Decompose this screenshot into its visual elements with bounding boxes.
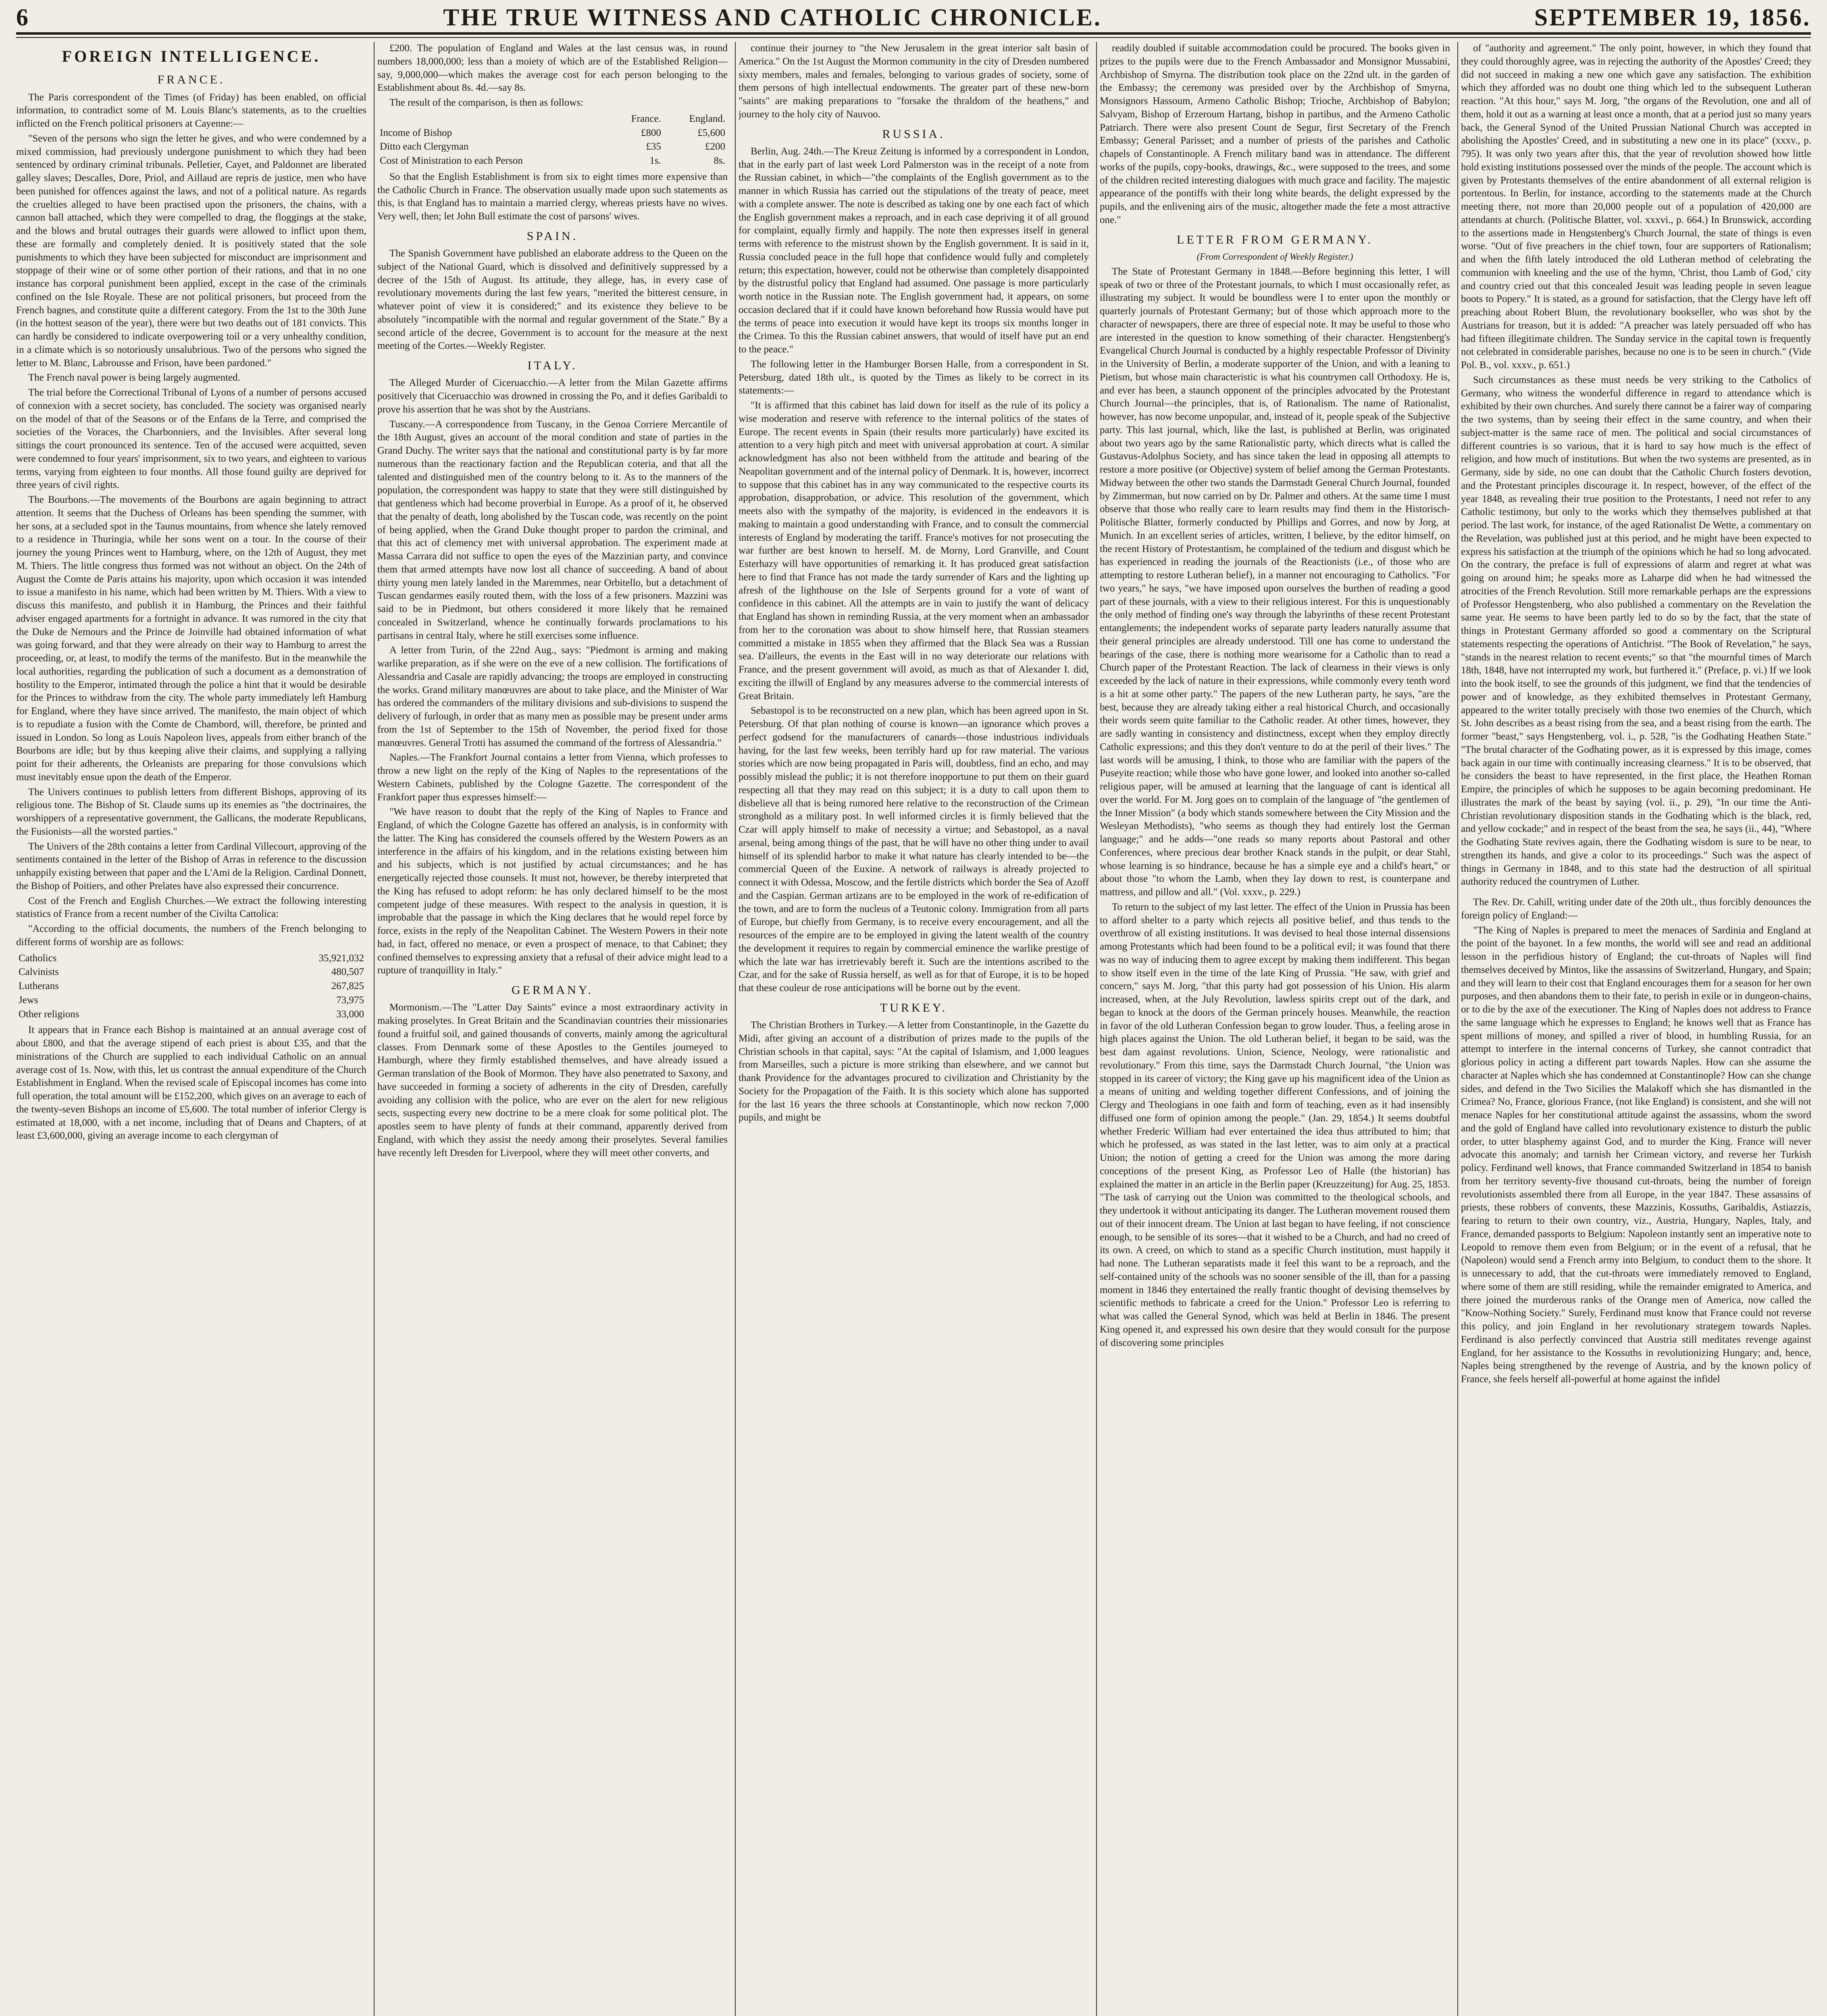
column-divider (1457, 42, 1458, 2016)
article-paragraph: The Bourbons.—The movements of the Bourbons are again beginning to attract attention. It seems that the Duchess of Orleans has been spending the summer, with her sons, at a secluded spot in the Taunus mountains, from whence she lately removed to a residence in Thuringia, while her sons went on a tour. In the course of their journey the young Princes went to Hamburg, where, on the 12th of August, they met M. Thiers. The little congress thus formed was not without an object. On the 24th of August the Comte de Paris attains his majority, upon which occasion it was intended to issue a manifesto in his name, which had been written by M. Thiers. With a view to discuss this manifesto, and publish it in Hamburg, the Princes and their faithful adviser engaged apartments for a fortnight in advance. It was rumored in the city that the Duke de Nemours and the Prince de Joinville had obtained information of what was going forward, and that they were already on their way to Hamburg to arrest the proceeding, or, at least, to modify the terms of the manifesto. But in the meanwhile the local authorities, regarding the publication of such a document as a demonstration of hostility to the Emperor, intimated through the police a hint that it would be desirable for the Princes to withdraw from the city. The whole party immediately left Hamburg for England, where they have since arrived. The manifesto, the main object of which is to repudiate a fusion with the Comte de Chambord, will, therefore, be printed and issued in London. So long as Louis Napoleon lives, appeals from either branch of the Bourbons are idle; but by thus keeping alive their claims, and supplying a rallying point for their adherents, the Orleanists are preparing for those convulsions which must inevitably ensue upon the death of the Emperor. (16, 494, 366, 783)
table-cell-label: Lutherans (19, 981, 59, 992)
table-cell-value: 73,975 (336, 994, 364, 1006)
article-paragraph: It appears that in France each Bishop is maintained at an annual average cost of about £800, and that the average stipend of each priest is about £35, and that the ministrations of the Church are supplied to each individual Catholic on an annual average cost of 1s. Now, with this, let us contrast the annual expenditure of the Church Establishment in England. When the revised scale of Episcopal incomes has come into full operation, the total amount will be £152,200, which gives on an average to each of the twenty-seven Bishops an income of £5,600. The total number of inferior Clergy is estimated at 18,000, with a net income, including that of Deans and Chapters, of at least £3,600,000, giving an average income to each clergyman of (16, 1025, 366, 1141)
table-cell-label: Catholics (19, 952, 57, 964)
article-paragraph: To return to the subject of my last letter. The effect of the Union in Prussia has been to afford shelter to a party which rejects all positive belief, and thus tends to the overthrow of all existing institutions. It was devised to heal those internal dissensions among Protestants which had been found to be a political evil; it was found that there was no way of inducing them to agree except by making them indifferent. This began to show itself even in the time of the late King of Prussia. "He saw, with grief and concern," says M. Jorg, "that this party had got possession of his Union. His alarm increased, when, at the July Revolution, lawless spirits crept out of the dark, and began to knock at the doors of the German princely houses. Meanwhile, the reaction in favor of the old Lutheran Confession began to grow louder. Thus, a feeling arose in high places against the Union. The old Lutheran belief, it began to be said, was the best dam against revolutions. Union, Science, Neology, were rationalistic and revolutionary." From this time, says the Darmstadt Church Journal, "the Union was stopped in its career of victory; the King gave up his magnificent idea of the Union as a means of uniting and welding together different Confessions, and of joining the Clergy and Theologians in one faith and form of teaching, even as it had insensibly diffused one form of opinion among the people." (Jan. 29, 1854.) It seems doubtful whether Frederic William had ever entertained the idea thus attributed to him; that which he professed, as was stated in the last letter, was to aim only at a practical Union; the notion of getting a creed for the Union was among the more daring conceptions of the present King, as Professor Leo of Halle (the historian) has explained the matter in an article in the Berlin paper (Kreuzzeitung) for Aug. 25, 1853. "The task of carrying out the Union was committed to the theological schools, and they undertook it without anticipating its danger. The Lutheran movement roused them out of their innocent dream. The Union at last began to have feeling, if not conscience enough, to be sensible of its sores—that it wished to be a Church, and had no creed of its own. A creed, on which to stand as a specific Church institution, must happily it had none. The Lutheran separatists made it feel this want to be a reproach, and the self-contained unity of the schools was no sooner sensible of the ill, than for a passing moment in 1846 they entertained the really frantic thought of devising themselves by scientific methods to fabricate a creed for the Union." Professor Leo is referring to what was called the General Synod, which was held at Berlin in 1846. The present King opened it, and expressed his own desire that they would consult for the purpose of discovering some principles (1100, 901, 1450, 1348)
table-cell-value: 33,000 (336, 1008, 364, 1020)
heading-italy: ITALY. (527, 359, 578, 373)
article-paragraph: The Univers of the 28th contains a letter from Cardinal Villecourt, approving of the sentiments contained in the letter of the Bishop of Arras in reference to the discussion unhappily existing between that paper and the L'Ami de la Religion. Cardinal Donnett, the Bishop of Poitiers, and other Prelates have also expressed their concurrence. (16, 841, 366, 891)
table-cell-value: 35,921,032 (318, 952, 364, 964)
article-paragraph: Naples.—The Frankfort Journal contains a letter from Vienna, which professes to throw a new light on the reply of the King of Naples to the representations of the Western Cabinets, published by the Cologne Gazette. The correspondent of the Frankfort paper thus expresses himself:— (377, 752, 728, 803)
table-row (377, 154, 728, 168)
article-paragraph: of "authority and agreement." The only point, however, in which they found that they could thoroughly agree, was in rejecting the authority of the Apostles' Creed; they did not succeed in making a new one which gave any satisfaction. The exhibition which they afforded was no doubt one thing which led to the subsequent Lutheran reaction. "At this hour," says M. Jorg, "the organs of the Revolution, one and all of them, hold it out as a warning at least once a month, that at a period just so many years back, the General Synod of the United Prussian National Church was accepted in abolishing the Apostles' Creed, and in substituting a new one in its place" (xxxv., p. 795). It was only two years after this, that the year of revolution showed how little hold existing institutions possessed over the minds of the people. The account which is given by Protestants themselves of the entire abandonment of all external religion is portentous. In Berlin, for instance, according to the statements made at the Church meeting there, not more than 20,000 people out of a population of 420,000 are attendants at church. (Politische Blatter, vol. xxxvi., p. 664.) In Brunswick, according to the assertions made in Hengstenberg's Church Journal, the state of things is even worse. "Out of five preachers in the chief town, four are supporters of Rationalism; and when the fifth lately introduced the old Lutheran method of celebrating the communion with kneeling and the use of the hymn, 'Christ, thou Lamb of God,' city and country cried out that this concealed Jesuit was leading people in seven league boots to Popery." It is stated, as a ground for satisfaction, that the Clergy have left off preaching about Robert Blum, the revolutionary bookseller, who was shot by the Austrians for treason, but it is added: "A preacher was lately persuaded off who has had fifteen illegitimate children. The Sunday service in the capital town is frequently not celebrated in considerable parishes, because no one is to be seen in church." (Vide Pol. B., vol. xxxv., p. 651.) (1461, 43, 1811, 371)
table-row (377, 126, 728, 140)
article-paragraph: continue their journey to "the New Jerusalem in the great interior salt basin of America." On the 1st August the Mormon community in the city of Dresden numbered sixty members, males and females, belonging to various grades of society, some of them persons of high intellectual endowments. The greater part of these new-born "saints" are making preparations to "forsake the thraldom of the heathens," and journey to the holy city of Nauvoo. (739, 43, 1089, 120)
article-paragraph: The Christian Brothers in Turkey.—A letter from Constantinople, in the Gazette du Midi, after giving an account of a distribution of prizes made to the pupils of the Christian schools in that capital, says: "At the capital of Islamism, and 1,000 leagues from Marseilles, such a picture is more striking than elsewhere, and we cannot but thank Providence for the advantages procured to civilization and Christianity by the Society for the Propagation of the Faith. It is this society which alone has supported for the last 16 years the three schools at Constantinople, which now reckon 7,000 pupils, and might be (739, 1020, 1089, 1123)
table-cell-value: £35 (646, 141, 661, 152)
article-paragraph: The French naval power is being largely augmented. (28, 372, 240, 383)
column-divider (1096, 42, 1097, 2016)
column-1 (16, 42, 366, 2016)
table-row (377, 140, 728, 154)
masthead-rule-thin (16, 37, 1811, 38)
letter-source-note: (From Correspondent of Weekly Register.) (1196, 251, 1353, 262)
article-paragraph: Tuscany.—A correspondence from Tuscany, in the Genoa Corriere Mercantile of the 18th August, gives an account of the moral condition and state of parties in the Grand Duchy. The writer says that the national and constitutional party is by far more numerous than the reactionary faction and the Republican coteria, and that all the talented and distinguished men of the country belong to it. As to the manners of the population, the correspondent was happy to state that they were still distinguished by that gentleness which had become proverbial in Europe. As a proof of it, he observed that the penalty of death, long abolished by the Tuscan code, was recently on the point of being applied, when the Grand Duke thought proper to pardon the criminal, and that this act of clemency met with universal approbation. The experiment made at Massa Carrara did not suffice to open the eyes of the Mazzinian party, and convince them that armed attempts have now lost all chance of succeeding. A band of about thirty young men lately landed in the Maremmes, near Orbitello, but a detachment of Tuscan gendarmes easily routed them, with the loss of a few prisoners. Mazzini was said to be in Piedmont, but others considered it more likely that he remained concealed in Switzerland, whence he continually forwards proclamations to his partisans in central Italy, where he still exercises some influence. (377, 419, 728, 641)
article-paragraph: The Spanish Government have published an elaborate address to the Queen on the subject of the National Guard, which is dissolved and definitively suppressed by a decree of the 15th of August. Its attitude, they allege, has, in every case of revolutionary movements during the last few years, "merited the bitterest censure, in whatever point of view it is considered;" and its existence they believe to be absolutely "incompatible with the normal and regular government of the State." By a second article of the decree, Government is to account for the measure at the next meeting of the Cortes.—Weekly Register. (377, 248, 728, 352)
heading-russia: RUSSIA. (882, 127, 945, 141)
article-paragraph: The Univers continues to publish letters from different Bishops, approving of its religious tone. The Bishop of St. Claude sums up its enemies as "the doctrinaires, the worshippers of a representative government, the Gallicans, the moderate Republicans, the Fusionists—all the worsted parties." (16, 786, 366, 837)
article-paragraph: Mormonism.—The "Latter Day Saints" evince a most extraordinary activity in making proselytes. In Great Britain and the Scandinavian countries their missionaries found a fruitful soil, and gained thousands of converts, mainly among the agricultural classes. From Denmark some of these Apostles to the Gentiles journeyed to Hamburgh, where they firmly established themselves, and have already issued a German translation of the Book of Mormon. They have also penetrated to Saxony, and have succeeded in forming a society of adherents in the city of Dresden, carefully avoiding any collision with the police, who are ever on the alert for new religious sects, suspecting every new doctrine to be a mere cloak for some political plot. The apostles seem to have plenty of funds at their command, apparently derived from England, with which they assist the needy among their proselytes. Several families have recently left Dresden for Liverpool, where they will meet other converts, and (377, 1002, 728, 1158)
article-paragraph: The Paris correspondent of the Times (of Friday) has been enabled, on official information, to contradict some of M. Louis Blanc's statements, as to the cruelties inflicted on the French political prisoners at Cayenne:— (16, 92, 366, 129)
church-cost-comparison-table (377, 112, 728, 168)
article-paragraph: The result of the comparison, is then as follows: (389, 97, 584, 108)
article-paragraph: The following letter in the Hamburger Borsen Halle, from a correspondent in St. Petersburg, dated 18th ult., is quoted by the Times as likely to be correct in its statements:— (739, 358, 1089, 396)
heading-letter-from-germany: LETTER FROM GERMANY. (1177, 233, 1373, 246)
table-cell-value: 267,825 (331, 981, 364, 992)
table-row (16, 1008, 366, 1022)
article-paragraph: Sebastopol is to be reconstructed on a new plan, which has been agreed upon in St. Petersburg. Of that plan nothing of course is known—an ignorance which proves a perfect godsend for the manufacturers of canards—those industrious individuals having, for the last few weeks, been terribly hard up for raw material. The various stories which are now being propagated in Paris will, doubtless, find an echo, and may possibly mislead the public; it is not therefore inopportune to put them on their guard respecting all that they may read on this subject; it is a duty to call upon them to disbelieve all that is being rumored here relative to the reconstruction of the Crimean stronghold as a military post. In well informed circles it is firmly believed that the Czar will apply himself to make of necessity a virtue; and Sebastopol, as a naval arsenal, being among things of the past, that he will have no other thing under to avail himself of its splendid harbor to make it what nature has clearly intended to be—the commercial Queen of the Euxine. A network of railways is already projected to connect it with Odessa, Moscow, and the fertile districts which border the Sea of Azoff and the Caspian. German artizans are to be employed in the work of re-edification of the town, and are to form the nucleus of a Teutonic colony. Immigration from all parts of Europe, but chiefly from Germany, is to receive every encouragement, and all the resources of the empire are to be employed in giving the latent wealth of the country the development it requires to regain by commercial eminence the warlike prestige of which the late war has irretrievably bereft it. Such are the intentions ascribed to the Czar, and for the sake of Russia herself, as well as for that of Europe, it is to be hoped that these couleur de rose anticipations will be borne out by the event. (739, 705, 1089, 994)
column-4 (1100, 42, 1450, 2016)
table-header-row (377, 112, 728, 126)
article-paragraph: "Seven of the persons who sign the letter he gives, and who were condemned by a mixed commission, had previously undergone punishment to which they had been sentenced by ordinary criminal tribunals. Pelletier, Cayet, and Paldonnet are liberated galley slaves; Descalles, Dore, Priol, and Aillaud are repris de justice, men who have been punished for offences against the laws, and not of a political nature. As regards the cruelties alleged to have been practised upon the prisoners, the chains, with a cannon ball attached, which they were compelled to drag, the floggings at the stake, and the blows and brutal outrages their guards were allowed to inflict upon them, these are formally and completely denied. It is positively stated that the sole punishments to which they have been subjected for misconduct are imprisonment and stoppage of their wine or of some other portion of their rations, and that in no one instance has corporal punishment been applied, except in the case of the criminals confined on the Isle Royale. These are not political prisoners, but proceed from the French bagnes, and constitute quite a different category. From the 1st to the 30th June (in the hottest season of the year), there were but two deaths out of 181 convicts. This can hardly be considered to indicate overpowering toil or a very unhealthy condition, in a climate which is so notoriously unsalubrious. Two of the persons who signed the letter to M. Blanc, Labrousse and Frison, have been pardoned." (16, 133, 366, 369)
article-paragraph: "The King of Naples is prepared to meet the menaces of Sardinia and England at the point of the bayonet. In a few months, the world will see and read an additional lesson in the perfidious history of England; the cut-throats of Naples will find themselves deceived by Mintos, like the assassins of Switzerland, Hungary, and Spain; and they will learn to their cost that England encourages them for a season for her own purposes, and then abandons them to their fate, to perish in exile or in dungeon-chains, or to die by the axe of the executioner. The King of Naples does not address to France the same language which he expresses to England; he knows well that as France has spent millions of money, and spilled a river of blood, in humbling Russia, for an attempt to interfere in the internal concerns of Turkey, she cannot contradict that glorious policy in acting a different part towards Naples. How can she assume the character at Naples which she has condemned at Constantinople? How can she change sides, and defend in the Two Sicilies the Malakoff which she has dismantled in the Crimea? No, France, glorious France, (not like England) is consistent, and she will not menace Naples for her constitutional attitude against the assassins, whom the sword and the gold of England have called into revolutionary existence to disturb the public order, to utter blasphemy against God, and to murder the King. France will never advocate this anomaly; and tarnish her Crimean victory, and reverse her Turkish policy. Ferdinand well knows, that France commanded Switzerland in 1854 to banish from her territory seventy-five thousand cut-throats, being the number of foreign revolutionists assembled there from all Europe, in the year 1847. These assassins of priests, these robbers of convents, these Mazzinis, Kossuths, Garibaldis, Astiazzis, fearing to return to their own country, viz., Austria, Hungary, Naples, Italy, and France, demanded passports to Belgium: Napoleon instantly sent an imperative note to Leopold to remove them even from Belgium; or in the event of a refusal, that he (Napoleon) would send a French army into Belgium, to conduct them to the shore. It is unnecessary to add, that the cut-throats were immediately removed to England, where some of them are still residing, while the remainder emigrated to America, and there joined the murderous ranks of the Orange men of America, now called the "Know-Nothing Society." Surely, Ferdinand must know that France could not reverse this policy, and join England in her revolutionary strategem towards Naples. Ferdinand is also perfectly convinced that Austria still meditates revenge against England, for her assistance to the Kossuths in revolutionizing Hungary; and, hence, Naples being strengthened by the revenge of Austria, and by the known policy of France, she feels herself all-powerful at home against the infidel (1461, 925, 1811, 1385)
table-cell-label: Cost of Ministration to each Person (380, 155, 523, 166)
column-divider (374, 42, 375, 2016)
heading-spain: SPAIN. (526, 229, 578, 243)
article-paragraph: The trial before the Correctional Tribunal of Lyons of a number of persons accused of connexion with a secret society, has concluded. The society was organised nearly on the model of that of the Seasons or of the Enfans de la Terre, and comprised the societies of the Voraces, the Charbonniers, and the Invisibles. After several long sittings the court pronounced its sentence. Ten of the accused were acquitted, seven were condemned to four years' imprisonment, six to two years, and eighteen to various terms, varying from eighteen to four months. All those found guilty are deprived for three years of civil rights. (16, 387, 366, 491)
article-paragraph: "It is affirmed that this cabinet has laid down for itself as the rule of its policy a wise moderation and reserve with reference to the internal politics of the states of Europe. The recent events in Spain (their results more particularly) have excited its attention to a very high pitch and meet with universal approbation at court. A similar acknowledgment has also not been withheld from the attitude and bearing of the Neapolitan government and of the internal policy of Denmark. It is, however, incorrect to suppose that this cabinet has in any way communicated to the respective courts its approbation, disapprobation, or advice. This resolution of the government, which meets also with the sympathy of the majority, is evidenced in the endeavors it is making to maintain a good understanding with France, and to consult the commercial interests of England by moderating the tariff. France's motives for not prosecuting the war further are best known to herself. M. de Morny, Lord Granville, and Count Esterhazy will have opportunities of remarking it. It has produced great satisfaction here to find that France has not made the tardy surrender of Kars and the lighting up afresh of the lighthouse on the Isle of Serpents ground for a vote of want of confidence in this cabinet. All the attempts are in vain to justify the want of delicacy that England has shown in reminding Russia, at the very moment when an ambassador from her to the coronation was about to show himself here, that Russian steamers committed a mistake in 1855 when they affirmed that the Black Sea was a Russian sea. D'ailleurs, the events in the East will in no way deteriorate our relations with France, and the present government will avoid, as much as that of Alexander I. did, exciting the illwill of England by any measures adverse to the commercial interests of Great Britain. (739, 400, 1089, 702)
article-paragraph: readily doubled if suitable accommodation could be procured. The books given in prizes to the pupils were due to the French Ambassador and Monsignor Mussabini, Archbishop of Smyrna. The distribution took place on the 22nd ult. in the garden of the Embassy; the ceremony was presided over by the Archbishop of Smyrna, Monsignors Hassoum, Armeno Catholic Bishop; Trioche, Archbishop of Babylon; Salvyam, Bishop of Erzeroum Hartang, bishop in partibus, and the Armeno Catholic Patriarch. There were also present Count de Segur, first Secretary of the French Embassy; General Parisset; and a number of priests of the parishes and Catholic chapels of Constantinople. A French military band was in attendance. The different works of the pupils, copy-books, drawings, &c., were supposed to the trees, and some of the children recited interesting dialogues with much grace and facility. The majestic appearance of the pontiffs with their long white beards, the delight expressed by the pupils, and the enlivening airs of the music, altogether made the fete a most attractive one." (1100, 43, 1450, 225)
masthead-rule-thick (16, 32, 1811, 35)
table-row (16, 965, 366, 979)
masthead (16, 5, 1811, 30)
table-cell-value: £800 (641, 127, 661, 138)
table-cell-label: Jews (19, 994, 38, 1006)
worship-statistics-table (16, 952, 366, 1022)
table-cell-value: 480,507 (331, 966, 364, 978)
article-paragraph: "According to the official documents, the numbers of the French belonging to different forms of worship are as follows: (16, 923, 366, 948)
table-row (16, 979, 366, 993)
article-paragraph: So that the English Establishment is from six to eight times more expensive than the Catholic Church in France. The observation usually made upon such statements as this, is that England has to maintain a married clergy, whereas priests have no wives. Very well, then; let John Bull estimate the cost of parsons' wives. (377, 171, 728, 222)
table-header-cell (377, 112, 609, 126)
newspaper-title: THE TRUE WITNESS AND CATHOLIC CHRONICLE. (443, 4, 1102, 31)
section-heading-foreign-intelligence: FOREIGN INTELLIGENCE. (62, 47, 321, 65)
table-header-cell: England. (689, 113, 725, 124)
article-paragraph: £200. The population of England and Wales at the last census was, in round numbers 18,000,000; less than a moiety of which are of the Established Religion—say, 9,000,000—which makes the average cost for each person belonging to the Establishment about 8s. 4d.—say 8s. (377, 43, 728, 94)
column-divider (735, 42, 736, 2016)
table-cell-value: 8s. (714, 155, 725, 166)
table-header-cell: France. (631, 113, 661, 124)
table-row (16, 993, 366, 1008)
table-row (16, 952, 366, 966)
article-paragraph: Cost of the French and English Churches.—We extract the following interesting statistics of France from a recent number of the Civilta Cattolica: (16, 895, 366, 920)
article-paragraph: "We have reason to doubt that the reply of the King of Naples to France and England, of which the Cologne Gazette has offered an analysis, is in conformity with the latter. The King has considered the counsels offered by the Western Powers as an interference in the affairs of his kingdom, and in the relations existing between him and his subjects, which is not justified by actual circumstances; and he has energetically rejected those counsels. It must not, however, be thereby interpreted that the King has refused to adopt reform: he has only declared himself to be the most competent judge of these measures. With respect to the analysis in question, it is improbable that the passage in which the King declares that he would repel force by force, exists in the reply of the Neapolitan Cabinet. The Western Powers in their note had, in fact, offered no menace, or even a prospect of menace, to that Cabinet; they confined themselves to expressing anxiety that a refusal of their advice might lead to a rupture of tranquillity in Italy." (377, 806, 728, 976)
column-5 (1461, 42, 1811, 2016)
column-2 (377, 42, 728, 2016)
article-paragraph: Berlin, Aug. 24th.—The Kreuz Zeitung is informed by a correspondent in London, that in the early part of last week Lord Palmerston was in the receipt of a note from the Russian cabinet, in which—"the complaints of the English government as to the manner in which Russia has carried out the stipulations of the treaty of peace, meet with a complete answer. The note is described as taking one by one each fact of which the English government makes a reproach, and in each case depriving it of all ground for complaint, equally firmly and happily. The note then expresses itself in general terms with reference to the mistrust shown by the English government. It is said in it, Russia concluded peace in the full hope that confidence would fully and completely return; this expectation, however, could not be otherwise than completely disappointed by the distrustful policy that England had assumed. One passage is more particularly worth notice in the Russian note. The English government had, it appears, on some occasion declared that if it could have known beforehand how Russia would have put the terms of peace into execution it would have kept its troops six months longer in the Crimea. To this the Russian cabinet answers, that would of itself have put an end to the peace." (739, 146, 1089, 355)
heading-germany: GERMANY. (511, 983, 594, 997)
table-cell-label: Calvinists (19, 966, 59, 978)
page-number: 6 (16, 4, 30, 31)
issue-date: SEPTEMBER 19, 1856. (1534, 4, 1811, 31)
column-3 (739, 42, 1089, 2016)
article-paragraph: The Rev. Dr. Cahill, writing under date of the 20th ult., thus forcibly denounces the foreign policy of England:— (1461, 897, 1811, 921)
table-cell-value: £5,600 (697, 127, 725, 138)
article-paragraph: A letter from Turin, of the 22nd Aug., says: "Piedmont is arming and making warlike preparation, as if she were on the eve of a new collision. The fortifications of Alessandria and Casale are rapidly advancing; the troops are employed in constructing the works. Grand military manœuvres are about to take place, and the Minister of War has ordered the commanders of the military divisions and sub-divisions to suspend the delivery of furlough, in order that as many men as possible may be present under arms from the 1st of September to the 15th of November, the period fixed for those manœuvres. General Trotti has assumed the command of the fortress of Alessandria." (377, 645, 728, 748)
article-paragraph: The Alleged Murder of Ciceruacchio.—A letter from the Milan Gazette affirms positively that Ciceruacchio was drowned in crossing the Po, and it defies Garibaldi to prove his assertion that he was shot by the Austrians. (377, 377, 728, 415)
table-cell-label: Other religions (19, 1008, 79, 1020)
heading-turkey: TURKEY. (880, 1001, 948, 1014)
heading-france: FRANCE. (157, 73, 225, 87)
table-cell-label: Income of Bishop (380, 127, 452, 138)
article-paragraph: The State of Protestant Germany in 1848.—Before beginning this letter, I will speak of two or three of the Protestant journals, to which I must occasionally refer, as illustrating my subject. It would be boundless were I to enter upon the monthly or quarterly journals of Protestant Germany; but of those which approach more to the character of newspapers, there are three of especial note. It may be useful to those who are interested in the question to know something of their character. Hengstenberg's Evangelical Church Journal is conducted by a highly respectable Professor of Divinity in the University of Berlin, a moderate supporter of the Union, and with a leaning to Pietism, but whose main characteristic is what his countrymen call Orthodoxy. He is, and ever has been, a staunch opponent of the principles advocated by the Protestant Church Journal—the principles, that is, of Rationalism. The name of Rationalist, however, has now become unpopular, and, instead of it, people speak of the Subjective party. This last journal, which, like the last, is published at Berlin, was originated about two years ago by the same Rationalistic party, which directs what is called the Gustavus-Adolphus Society, and has since taken the lead in opposing all attempts to restore a more positive (or Objective) system of belief among the German Protestants. Midway between the other two stands the Darmstadt General Church Journal, founded by Zimmerman, but now carried on by Dr. Palmer and others. At the same time I must observe that those who really care to learn results may find them in the Historisch-Politische Blatter, formerly conducted by Phillips and Gorres, and now by Jorg, at Munich. In an excellent series of articles, written, I believe, by the editor himself, on the recent History of Protestantism, he complained of the tedium and disgust which he has experienced in reading the journals of the Reactionists (i.e., of those who are attempting to restore Lutheran belief), in a manner not encouraging to Catholics. "For two years," he says, "we have imposed upon ourselves the burthen of reading a good part of these journals, with a view to their religious interest. For this is unquestionably the only method of finding one's way through the labyrinths of these recent Protestant entanglements; the independent works of separate party leaders naturally assume that their general principles are already understood. Till one has come to understand the bearings of the case, there is nothing more wearisome for a Catholic than to read a Church paper of the Protestant Reaction. The lack of clearness in their views is only exceeded by the lack of nature in their expressions, while commonly every tenth word is a hit at some other party." The papers of the new Lutheran party, he says, "are the best, because they are already taking either a real historical Church, and occasionally their words seem quite familiar to the Catholic reader. At other times, however, they are sadly wanting in consistency and distinctness, except when they employ directly Catholic expressions; and this they don't venture to do at the peril of their lives." The last words will be amusing, I think, to those who are familiar with the papers of the Puseyite reaction; while those who have gone lower, and looked into another so-called religious paper, will be amused at learning that the language of cant is identical all over the world. For M. Jorg goes on to complain of the language of "the gentlemen of the Inner Mission" (a body which stands somewhere between the City Mission and the Wesleyan Methodists), "who seems as though they had entirely lost the German language;" and he adds—"one reads so many reports about Pastoral and other Conferences, where precious dear brother Knack stands in the pulpit, or dear Stahl, whose learning is so hindrance, because he has a simple eye and a child's heart," or about those "to whom the Lamb, when they lay down to rest, is counterpane and mattress, and pillow and all." (Vol. xxxv., p. 229.) (1100, 266, 1450, 898)
table-cell-value: £200 (705, 141, 725, 152)
article-paragraph: Such circumstances as these must needs be very striking to the Catholics of Germany, who witness the wonderful difference in regard to attendance which is exhibited by their own churches. And surely there cannot be a fairer way of comparing the two systems, than by seeing their effect in the same country, and when their subject-matter is the same race of men. The political and social circumstances of different countries is so various, that it is hard to say how much is the effect of religion, and how much of institutions. But when the two systems are presented, as in Germany, side by side, no one can doubt that the Catholic Church fosters devotion, and the Protestant principles discourage it. In respect, however, of the effect of the year 1848, as revealing their true position to the Protestants, I need not refer to any Catholic testimony, but only to the works which they themselves published at that period. The last work, for instance, of the aged Rationalist De Wette, a commentary on the Revelation, was published just at this period, and he might have been expected to express his satisfaction at the triumph of the opinions which he had so long advocated. On the contrary, the preface is full of expressions of alarm and regret at what was going on around him; he speaks more as Laharpe did when he had witnessed the atrocities of the French Revolution. Still more remarkable perhaps are the expressions of Professor Hengstenberg, who also published a commentary on the Revelation the same year. He seems to have been partly led to do so by the fact, that the state of things in Protestant Germany afforded so good a commentary on the Scriptural statements respecting the operations of Antichrist. "The Book of Revelation," he says, "stands in the nearest relation to recent events;" so that "the mournful times of March 18th, 1848, have not interrupted my work, but furthered it." (Preface, p. vi.) If we look into the book itself, to see the grounds of this judgment, we find that the tendencies of power and of knowledge, as they exhibited themselves in Protestant Germany, appeared to the writer totally precisely with those two enemies of the Church, which St. John describes as a beast rising from the sea, and a beast rising from the earth. The former "beast," says Hengstenberg, vol. i., p. 528, "is the Godhating Heathen State." "The brutal character of the Godhating power, as it is expressed by this image, comes back again in our time with continually increasing clearness." It is to be observed, that he considers the beast to have represented, in the first place, the Heathen Roman Empire, the principles of which he supposes to be again becoming predominant. He illustrates the mark of the beast by saying (vol. ii., p. 29), "In our time the Anti-Christian revolutionary disposition stands in the Godhating which is the black, red, and yellow cockade;" and in respect of the beast from the sea, he says (ii., 44), "Where the Godhating State revives again, there the Godhating wisdom is sure to be near, to strengthen its hands, and give a color to its proceedings." Such was the aspect of things in Germany in 1848, and to this state had the destruction of all spiritual authority reduced the countrymen of Luther. (1461, 374, 1811, 887)
table-cell-label: Ditto each Clergyman (380, 141, 469, 152)
table-cell-value: 1s. (649, 155, 661, 166)
